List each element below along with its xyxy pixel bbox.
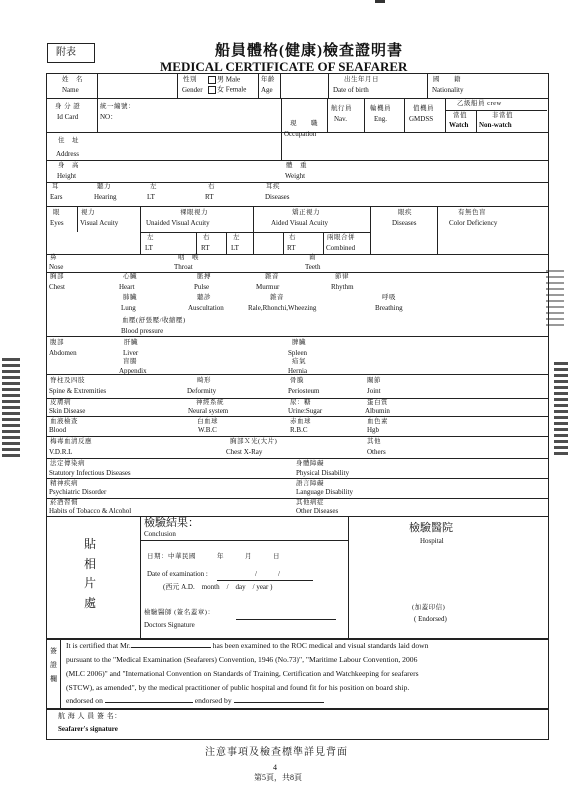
name-label-en: Name	[62, 86, 79, 94]
height-label-en: Height	[57, 172, 77, 180]
rbc-label-cn: 赤血球	[290, 418, 311, 425]
ear-disease-cn: 耳疾	[266, 183, 280, 190]
appendix-label-cn: 盲腸	[123, 358, 137, 365]
crew-label: 乙級船員 crew	[457, 100, 502, 107]
ear-left-en: LT	[147, 193, 155, 201]
vl-r2-b	[327, 98, 328, 132]
hgb-label-cn: 血色素	[367, 418, 388, 425]
color-deficiency-en: Color Deficiency	[449, 219, 498, 227]
hl-9	[46, 336, 548, 337]
rbc-label-en: R.B.C	[290, 426, 308, 434]
blood-label-en: Blood	[49, 426, 67, 434]
endorse-line-4: (STCW), as amended", by the medical practitioner of public hospital and found fit for his position on board ship.	[66, 683, 410, 692]
hl-8	[46, 272, 548, 273]
weight-label-en: Weight	[285, 172, 306, 180]
title-en: MEDICAL CERTIFICATE OF SEAFARER	[160, 59, 408, 74]
photo-text-2: 相	[84, 557, 97, 571]
watch-label-cn: 當值	[453, 112, 467, 119]
teeth-label-cn: 齒	[309, 254, 316, 261]
psychiatric-label-cn: 精神疾病	[50, 480, 78, 487]
murmur-label-en: Murmur	[256, 283, 280, 291]
other-diseases-en: Other Diseases	[296, 507, 339, 515]
lung-label-en: Lung	[121, 304, 136, 312]
statutory-label-en: Statutory Infectious Diseases	[49, 469, 131, 477]
aided-en: Aided Visual Acuity	[271, 219, 329, 227]
albumin-label-en: Albumin	[365, 407, 390, 415]
photo-text-4: 處	[84, 596, 97, 610]
rale-label-en: Rale,Rhonchi,Wheezing	[248, 304, 317, 312]
vl-r1-d	[280, 73, 281, 98]
vl-r2-e	[445, 98, 446, 132]
doctor-sign-line	[236, 619, 336, 620]
nav-label-cn: 航行員	[331, 105, 352, 112]
nonwatch-label-cn: 非當值	[492, 112, 513, 119]
gmdss-label-en: GMDSS	[409, 115, 434, 123]
abdomen-label-cn: 腹部	[50, 339, 64, 346]
blood-label-cn: 血液檢查	[50, 418, 78, 425]
hearing-label-en: Hearing	[94, 193, 117, 201]
others-label-en: Others	[367, 448, 386, 456]
combined-en: Combined	[326, 244, 356, 252]
hernia-label-cn: 疝氣	[292, 358, 306, 365]
teeth-label-en: Teeth	[305, 263, 321, 271]
female-checkbox[interactable]: 女 Female	[208, 86, 246, 94]
scan-mark-left	[2, 358, 20, 458]
male-checkbox[interactable]: 男 Male	[208, 76, 240, 84]
pulse-label-en: Pulse	[194, 283, 210, 291]
footer-page-number: 4	[273, 763, 277, 772]
heart-label-cn: 心臟	[123, 273, 137, 280]
height-label-cn: 身 高	[58, 162, 79, 169]
psychiatric-label-en: Psychiatric Disorder	[49, 488, 107, 496]
endorse-side-label: 簽 證 欄	[50, 647, 65, 683]
color-deficiency-cn: 有無色盲	[458, 209, 486, 216]
eng-label-cn: 輪機員	[370, 105, 391, 112]
rhythm-label-cn: 節律	[335, 273, 349, 280]
eng-label-en: Eng.	[374, 115, 388, 123]
hl-7	[46, 254, 548, 255]
endorse-line-1: It is certified that Mr. has been examined to the ROC medical and visual standards laid down	[66, 641, 429, 650]
ear-right-en: RT	[205, 193, 214, 201]
vl-eye-a	[77, 206, 78, 232]
vl-r1-f	[427, 73, 428, 98]
periosteum-label-cn: 骨膜	[290, 377, 304, 384]
ear-left-cn: 左	[150, 183, 157, 190]
seafarer-sign-en: Seafarer's signature	[58, 725, 118, 733]
hl-14	[46, 458, 548, 459]
uniform-no-label: 統一編號：	[100, 103, 135, 110]
language-label-en: Language Disability	[296, 488, 353, 496]
abdomen-label-en: Abdomen	[49, 349, 77, 357]
gender-label-cn: 性別	[183, 76, 197, 83]
nonwatch-label-en: Non-watch	[479, 121, 512, 129]
aided-left-en: LT	[231, 244, 239, 252]
eyes-label-cn: 眼	[53, 209, 60, 216]
watch-label-en: Watch	[449, 121, 469, 129]
xray-label-cn: 胸部Ｘ光(大片)	[230, 438, 278, 445]
address-label-en: Address	[56, 150, 79, 158]
murmur-label-cn: 雜音	[265, 273, 279, 280]
age-label-en: Age	[261, 86, 273, 94]
hl-12	[46, 416, 548, 417]
doctor-sign-cn: 檢驗醫師 (簽名蓋章)：	[144, 609, 215, 616]
heart-label-en: Heart	[119, 283, 135, 291]
joint-label-cn: 關節	[367, 377, 381, 384]
address-label-cn: 住 址	[58, 137, 79, 144]
pulse-label-cn: 脈搏	[197, 273, 211, 280]
id-label-cn: 身 分 證	[55, 103, 81, 110]
breathing-label-en: Breathing	[375, 304, 403, 312]
vl-r2-f	[476, 110, 477, 132]
aided-right-en: RT	[287, 244, 296, 252]
conclusion-label-cn: 檢驗結果：	[144, 517, 199, 529]
spleen-label-en: Spleen	[288, 349, 308, 357]
rhythm-label-en: Rhythm	[331, 283, 354, 291]
hl-6	[140, 232, 370, 233]
vl-r1-b	[177, 73, 178, 98]
vdrl-label-en: V.D.R.L	[49, 448, 73, 456]
unaided-en: Unaided Visual Acuity	[146, 219, 210, 227]
gender-label-en: Gender	[182, 86, 203, 94]
physical-label-en: Physical Disability	[296, 469, 350, 477]
nav-label-en: Nav.	[334, 115, 347, 123]
throat-label-cn: 咽 喉	[178, 254, 199, 261]
hospital-seal-en: ( Endorsed)	[414, 615, 447, 623]
name-label-cn: 姓 名	[62, 76, 83, 83]
vl-eye-e	[437, 206, 438, 254]
wbc-label-en: W.B.C	[198, 426, 217, 434]
occupation-label-en: Occupation	[284, 130, 317, 138]
lung-label-cn: 肺臟	[123, 294, 137, 301]
hl-5	[46, 206, 548, 207]
vl-r1-c	[258, 73, 259, 98]
others-label-cn: 其他	[367, 438, 381, 445]
title-cn: 船員體格(健康)檢查證明書	[215, 43, 403, 59]
vl-eye-h	[283, 232, 284, 254]
hospital-seal-cn: (加蓋印信)	[412, 604, 446, 611]
vdrl-label-cn: 梅毒血清反應	[50, 438, 92, 445]
bp-label-cn: 血壓(舒張壓/收縮壓)	[122, 317, 186, 324]
combined-cn: 兩眼合併	[327, 234, 355, 241]
hl-13	[46, 436, 548, 437]
neural-label-cn: 神經系統	[196, 399, 224, 406]
hl-17	[46, 516, 548, 517]
unaided-cn: 裸眼視力	[180, 209, 208, 216]
spleen-label-cn: 脾臟	[292, 339, 306, 346]
nose-label-en: Nose	[49, 263, 64, 271]
joint-label-en: Joint	[367, 387, 381, 395]
hgb-label-en: Hgb	[367, 426, 380, 434]
exam-date-cn: 日期：中華民國 年 月 日	[147, 553, 280, 560]
eye-disease-en: Diseases	[392, 219, 417, 227]
footer-page-of: 第5頁，共8頁	[254, 773, 302, 782]
scan-mark-top	[375, 0, 385, 3]
vl-eye-b	[140, 206, 141, 254]
vl-eye-f	[196, 232, 197, 254]
no-label: NO：	[100, 113, 118, 121]
vl-r1-e	[328, 73, 329, 98]
gmdss-label-cn: 值機員	[413, 105, 434, 112]
vl-eye-i	[323, 232, 324, 254]
ears-label-en: Ears	[50, 193, 63, 201]
rale-label-cn: 雜音	[270, 294, 284, 301]
hl-3	[46, 160, 548, 161]
endorse-line-2: pursuant to the "Medical Examination (Seafarers) Convention, 1946 (No.73)", "Maritime Labour Convention, 2006	[66, 655, 418, 664]
deformity-label-cn: 畸形	[197, 377, 211, 384]
bp-label-en: Blood pressure	[121, 327, 164, 335]
eyes-label-en: Eyes	[50, 219, 64, 227]
seafarer-sign-cn: 航 海 人 員 簽 名：	[58, 712, 122, 720]
hl-crew	[445, 110, 547, 111]
albumin-label-cn: 蛋白質	[367, 399, 388, 406]
vl-r2-c	[364, 98, 365, 132]
deformity-label-en: Deformity	[187, 387, 217, 395]
exam-date-slashes: / /	[255, 570, 280, 578]
nose-label-cn: 鼻	[50, 254, 57, 261]
physical-label-cn: 身體障礙	[296, 460, 324, 467]
footer-note: 注意事項及檢查標準詳見背面	[205, 747, 348, 758]
periosteum-label-en: Periosteum	[288, 387, 320, 395]
vl-r2-a	[281, 98, 282, 160]
appendix-label-en: Appendix	[119, 367, 147, 375]
photo-text-3: 片	[84, 576, 97, 590]
vl-eye-d	[370, 206, 371, 254]
eye-disease-cn: 眼疾	[398, 209, 412, 216]
throat-label-en: Throat	[174, 263, 193, 271]
age-label-cn: 年齡	[261, 76, 275, 83]
endorse-line-3: (MLC 2006)" and "International Convention on Standards of Training, Certification and Watchkeeping for seafarers	[66, 669, 419, 678]
unaided-right-cn: 右	[203, 234, 210, 241]
hl-15	[46, 478, 548, 479]
weight-label-cn: 體 重	[286, 162, 307, 169]
wbc-label-cn: 白血球	[197, 418, 218, 425]
dob-label-en: Date of birth	[333, 86, 369, 94]
spine-label-en: Spine & Extremities	[49, 387, 107, 395]
hl-18	[140, 540, 348, 541]
urine-label-cn: 尿：糖	[290, 399, 311, 406]
hearing-label-cn: 聽力	[97, 183, 111, 190]
vl-r2-d	[404, 98, 405, 132]
conclusion-label-en: Conclusion	[144, 530, 176, 538]
date-underline	[217, 580, 313, 581]
unaided-right-en: RT	[201, 244, 210, 252]
ears-label-cn: 耳	[52, 183, 59, 190]
hl-1	[46, 98, 548, 99]
occupation-label-cn: 現 職	[290, 120, 318, 127]
hospital-label-cn: 檢驗醫院	[409, 522, 453, 534]
xray-label-en: Chest X-Ray	[226, 448, 263, 456]
appendix-label: 附表	[56, 47, 76, 58]
ear-disease-en: Diseases	[265, 193, 290, 201]
skin-label-en: Skin Disease	[49, 407, 86, 415]
visual-acuity-cn: 視力	[81, 209, 95, 216]
nationality-label-cn: 國 籍	[433, 76, 461, 83]
vl-eye-g	[226, 232, 227, 254]
auscultation-label-cn: 聽診	[197, 294, 211, 301]
exam-date-format: (西元 A.D. month / day / year )	[163, 583, 273, 591]
auscultation-label-en: Auscultation	[188, 304, 224, 312]
aided-right-cn: 右	[289, 234, 296, 241]
ear-right-cn: 右	[208, 183, 215, 190]
liver-label-en: Liver	[123, 349, 139, 357]
vl-eye-c	[253, 206, 254, 254]
photo-text-1: 貼	[84, 537, 97, 551]
unaided-left-cn: 左	[147, 234, 154, 241]
id-label-en: Id Card	[57, 113, 79, 121]
habits-label-en: Habits of Tobacco & Alcohol	[49, 507, 132, 515]
skin-label-cn: 皮膚病	[50, 399, 71, 406]
aided-left-cn: 左	[233, 234, 240, 241]
chest-label-en: Chest	[49, 283, 65, 291]
visual-acuity-en: Visual Acuity	[80, 219, 119, 227]
other-diseases-cn: 其他病症	[296, 499, 324, 506]
spine-label-cn: 脊柱及四肢	[50, 377, 85, 384]
urine-label-en: Urine:Sugar	[288, 407, 323, 415]
habits-label-cn: 菸酒習慣	[50, 499, 78, 506]
hospital-label-en: Hospital	[420, 537, 444, 545]
nationality-label-en: Nationality	[432, 86, 464, 94]
neural-label-en: Neural system	[188, 407, 229, 415]
endorse-line-5: endorsed on endorsed by	[66, 697, 324, 705]
chest-label-cn: 胸部	[50, 273, 64, 280]
vl-photo	[140, 516, 141, 638]
unaided-left-en: LT	[145, 244, 153, 252]
hernia-label-en: Hernia	[288, 367, 308, 375]
scan-mark-right	[554, 362, 568, 458]
vl-hospital	[348, 516, 349, 638]
breathing-label-cn: 呼吸	[382, 294, 396, 301]
hl-4	[46, 182, 548, 183]
language-label-cn: 語言障礙	[296, 480, 324, 487]
aided-cn: 矯正視力	[292, 209, 320, 216]
liver-label-cn: 肝臟	[124, 339, 138, 346]
doctor-sign-en: Doctors Signature	[144, 621, 195, 629]
exam-date-en: Date of examination :	[147, 570, 208, 578]
statutory-label-cn: 法定傳染病	[50, 460, 85, 467]
vl-r1-a	[97, 73, 98, 132]
dob-label-cn: 出生年月日	[344, 76, 379, 83]
